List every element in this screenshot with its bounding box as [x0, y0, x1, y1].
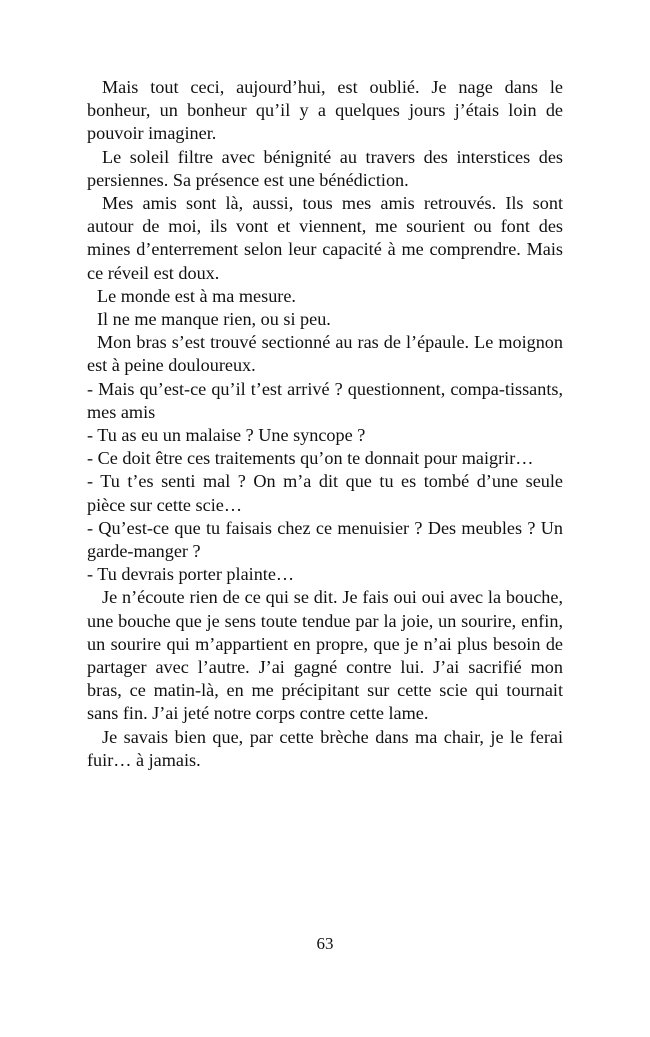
- paragraph: Il ne me manque rien, ou si peu.: [97, 309, 331, 330]
- paragraph: Mon bras s’est trouvé sectionné au ras de l’épaule. Le moignon est à peine douloureux.: [87, 332, 563, 376]
- body-text: [87, 76, 563, 772]
- dialogue-line: - Tu devrais porter plainte…: [87, 564, 295, 585]
- paragraph: Le soleil filtre avec bénignité au travers des interstices des persiennes. Sa présence est une bénédiction.: [87, 146, 563, 190]
- paragraph: Mais tout ceci, aujourd’hui, est oublié. Je nage dans le bonheur, un bonheur qu’il y a quelques jours j’étais loin de pouvoir imaginer.: [87, 77, 563, 144]
- paragraph: Je n’écoute rien de ce qui se dit. Je fais oui oui avec la bouche, une bouche que je sens toute tendue par la joie, un sourire, enfin, un sourire qui m’appartient en propre, que je n’ai plus besoin de partager avec l’autre. J’ai gagné contre lui. J’ai sacrifié mon bras, ce matin-là, en me précipitant sur cette scie qui tournait sans fin. J’ai jeté notre corps contre cette lame.: [87, 587, 563, 724]
- page-number: 63: [316, 934, 334, 953]
- paragraph: Mes amis sont là, aussi, tous mes amis retrouvés. Ils sont autour de moi, ils vont et viennent, me sourient ou font des mines d’enterrement selon leur capacité à me comprendre. Mais ce réveil est doux.: [87, 193, 563, 283]
- dialogue-line: - Ce doit être ces traitements qu’on te donnait pour maigrir…: [87, 448, 534, 469]
- dialogue-line: - Tu t’es senti mal ? On m’a dit que tu es tombé d’une seule pièce sur cette scie…: [87, 471, 563, 515]
- paragraph: Je savais bien que, par cette brèche dans ma chair, je le ferai fuir… à jamais.: [87, 726, 563, 770]
- dialogue-line: - Mais qu’est-ce qu’il t’est arrivé ? questionnent, compa-tissants, mes amis: [87, 378, 563, 422]
- paragraph: Le monde est à ma mesure.: [97, 285, 296, 306]
- dialogue-line: - Tu as eu un malaise ? Une syncope ?: [87, 425, 366, 446]
- dialogue-line: - Qu’est-ce que tu faisais chez ce menuisier ? Des meubles ? Un garde-manger ?: [87, 517, 563, 562]
